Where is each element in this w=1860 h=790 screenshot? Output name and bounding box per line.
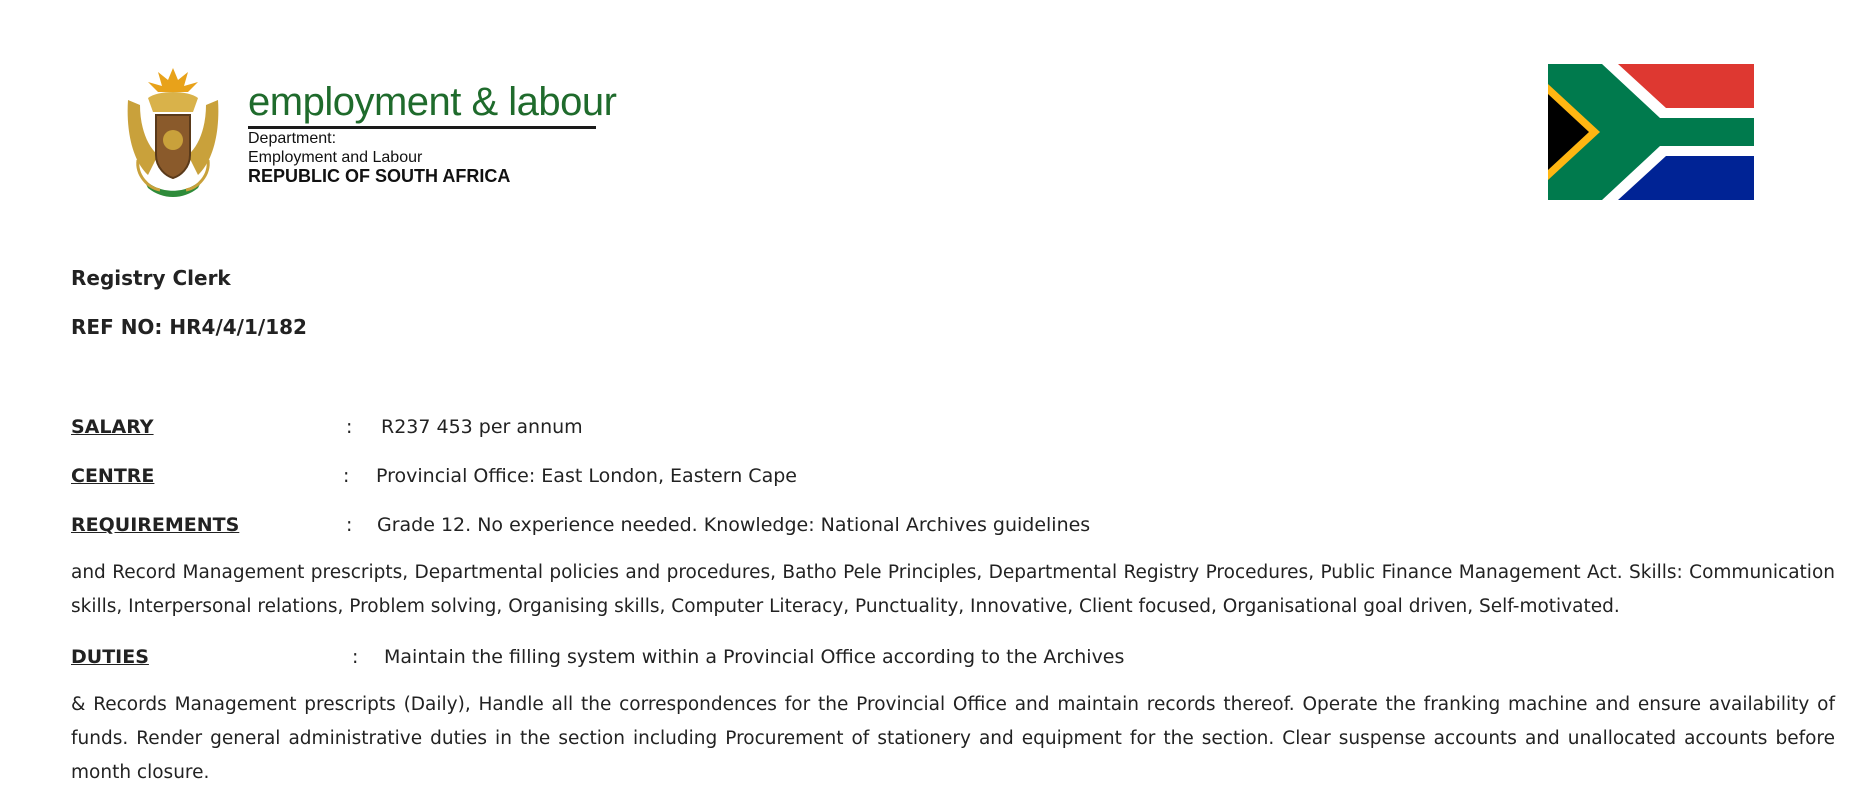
duties-continuation: & Records Management prescripts (Daily), Handle all the correspondences for the Provincial Office and maintain records thereof. Operate the franking machine and ensure availability of funds. Render general administrative duties in the section including Procurement of stationery and equipment for the section. Clear suspense accounts and unallocated accounts before month closure. <box>71 694 1835 783</box>
department-brand: employment & labour <box>248 80 596 129</box>
centre-value: Provincial Office: East London, Eastern Cape <box>376 465 797 487</box>
department-label: Department: <box>248 130 337 147</box>
south-africa-flag-icon <box>1548 64 1754 200</box>
reference-number: REF NO: HR4/4/1/182 <box>71 315 307 339</box>
requirements-colon: : <box>346 514 353 536</box>
coat-of-arms-icon <box>118 60 228 205</box>
centre-label: CENTRE <box>71 465 155 487</box>
requirements-continuation: and Record Management prescripts, Departmental policies and procedures, Batho Pele Principles, Departmental Registry Procedures, Public Finance Management Act. Skills: Communication skills, Interpersonal relations, Problem solving, Organising skills, Computer Literacy, Punctuality, Innovative, Client focused, Organisational goal driven, Self-motivated. <box>71 562 1835 617</box>
duties-label: DUTIES <box>71 646 149 668</box>
duties-value: Maintain the filling system within a Provincial Office according to the Archives <box>384 646 1125 668</box>
centre-colon: : <box>343 465 350 487</box>
department-logo-text <box>248 80 617 186</box>
job-title: Registry Clerk <box>71 266 231 290</box>
requirements-value: Grade 12. No experience needed. Knowledge: National Archives guidelines <box>377 514 1091 536</box>
department-name: Employment and Labour <box>248 149 423 166</box>
page-header <box>0 0 1860 210</box>
duties-colon: : <box>352 646 359 668</box>
salary-label: SALARY <box>71 416 154 438</box>
requirements-label: REQUIREMENTS <box>71 514 240 536</box>
salary-value: R237 453 per annum <box>381 416 583 438</box>
country-name: REPUBLIC OF SOUTH AFRICA <box>248 166 511 186</box>
salary-colon: : <box>346 416 353 438</box>
